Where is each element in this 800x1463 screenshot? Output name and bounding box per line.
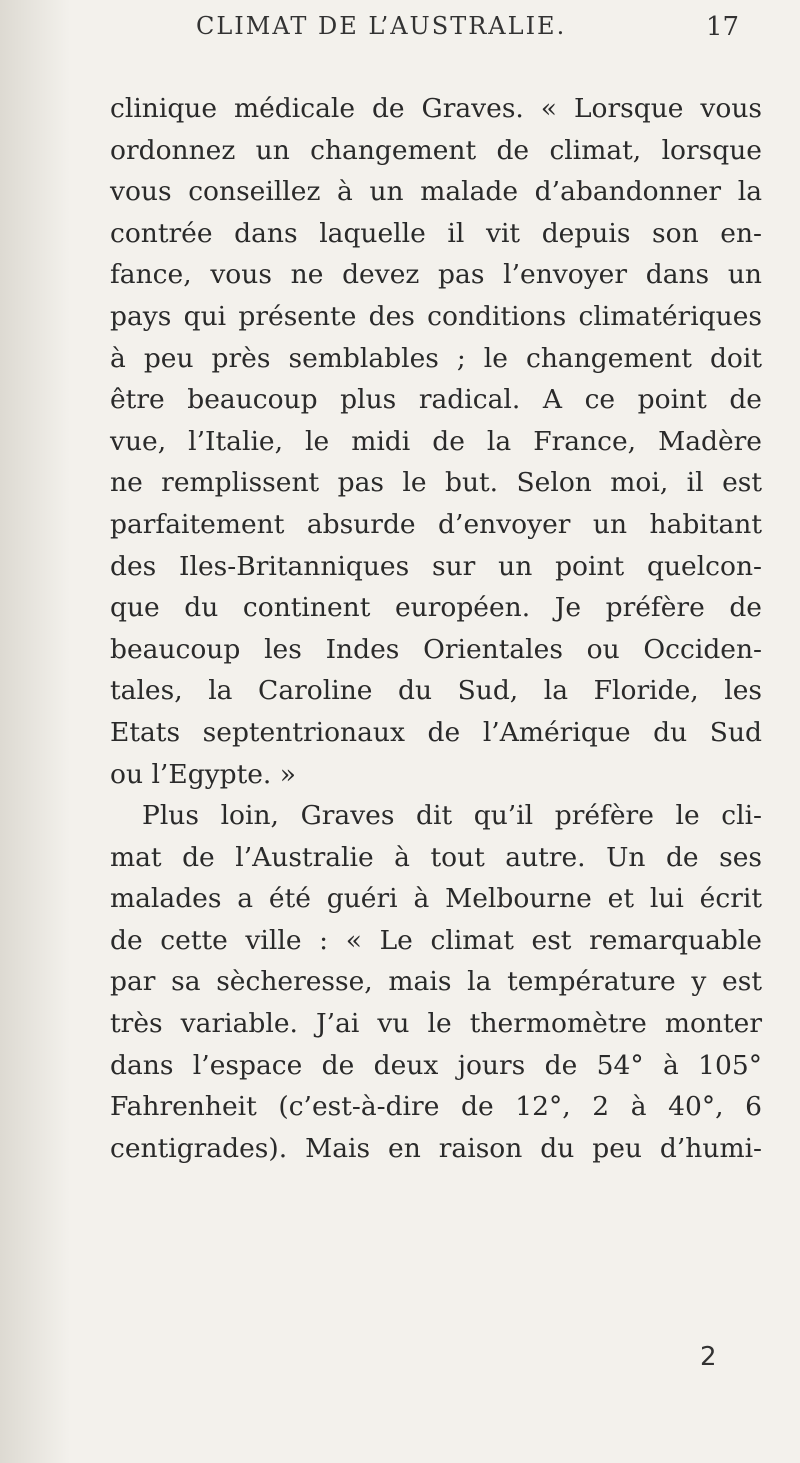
text-line: beaucoup les Indes Orientales ou Occiden- xyxy=(110,633,762,665)
text-line: Fahrenheit (c’est-à-dire de 12°, 2 à 40°, 6 xyxy=(110,1091,762,1123)
text-line: contrée dans laquelle il vit depuis son en- xyxy=(110,217,762,249)
running-title: CLIMAT DE L’AUSTRALIE. xyxy=(196,12,567,40)
text-line: parfaitement absurde d’envoyer un habitant xyxy=(110,508,762,540)
text-line: à peu près semblables ; le changement doit xyxy=(110,342,762,374)
text-line: mat de l’Australie à tout autre. Un de ses xyxy=(110,841,762,873)
signature-mark: 2 xyxy=(700,1342,717,1372)
text-line: centigrades). Mais en raison du peu d’humi- xyxy=(110,1132,762,1164)
text-line: tales, la Caroline du Sud, la Floride, les xyxy=(110,675,762,707)
page-number: 17 xyxy=(706,12,740,42)
text-line: vue, l’Italie, le midi de la France, Madère xyxy=(110,425,762,457)
running-head xyxy=(0,12,800,52)
text-line: vous conseillez à un malade d’abandonner la xyxy=(110,176,762,208)
paragraph-end-line: ou l’Egypte. » xyxy=(110,758,296,790)
page-edge-shadow xyxy=(0,0,70,1463)
text-line: Etats septentrionaux de l’Amérique du Sud xyxy=(110,716,762,748)
text-line: très variable. J’ai vu le thermomètre monter xyxy=(110,1008,762,1040)
text-line: des Iles-Britanniques sur un point quelcon- xyxy=(110,550,762,582)
text-line: clinique médicale de Graves. « Lorsque vous xyxy=(110,93,762,124)
text-line: pays qui présente des conditions climatériques xyxy=(110,300,762,332)
text-line: ne remplissent pas le but. Selon moi, il est xyxy=(110,467,762,499)
text-line: par sa sècheresse, mais la température y est xyxy=(110,966,762,998)
text-line: ordonnez un changement de climat, lorsque xyxy=(110,134,762,166)
paragraph-first-line: Plus loin, Graves dit qu’il préfère le cli- xyxy=(142,800,762,832)
text-line: dans l’espace de deux jours de 54° à 105° xyxy=(110,1049,762,1081)
body-text xyxy=(110,88,762,1169)
text-line: malades a été guéri à Melbourne et lui écrit xyxy=(110,883,762,915)
text-line: que du continent européen. Je préfère de xyxy=(110,592,762,624)
text-line: être beaucoup plus radical. A ce point de xyxy=(110,384,762,416)
text-line: de cette ville : « Le climat est remarquable xyxy=(110,924,762,956)
text-line: fance, vous ne devez pas l’envoyer dans un xyxy=(110,259,762,291)
